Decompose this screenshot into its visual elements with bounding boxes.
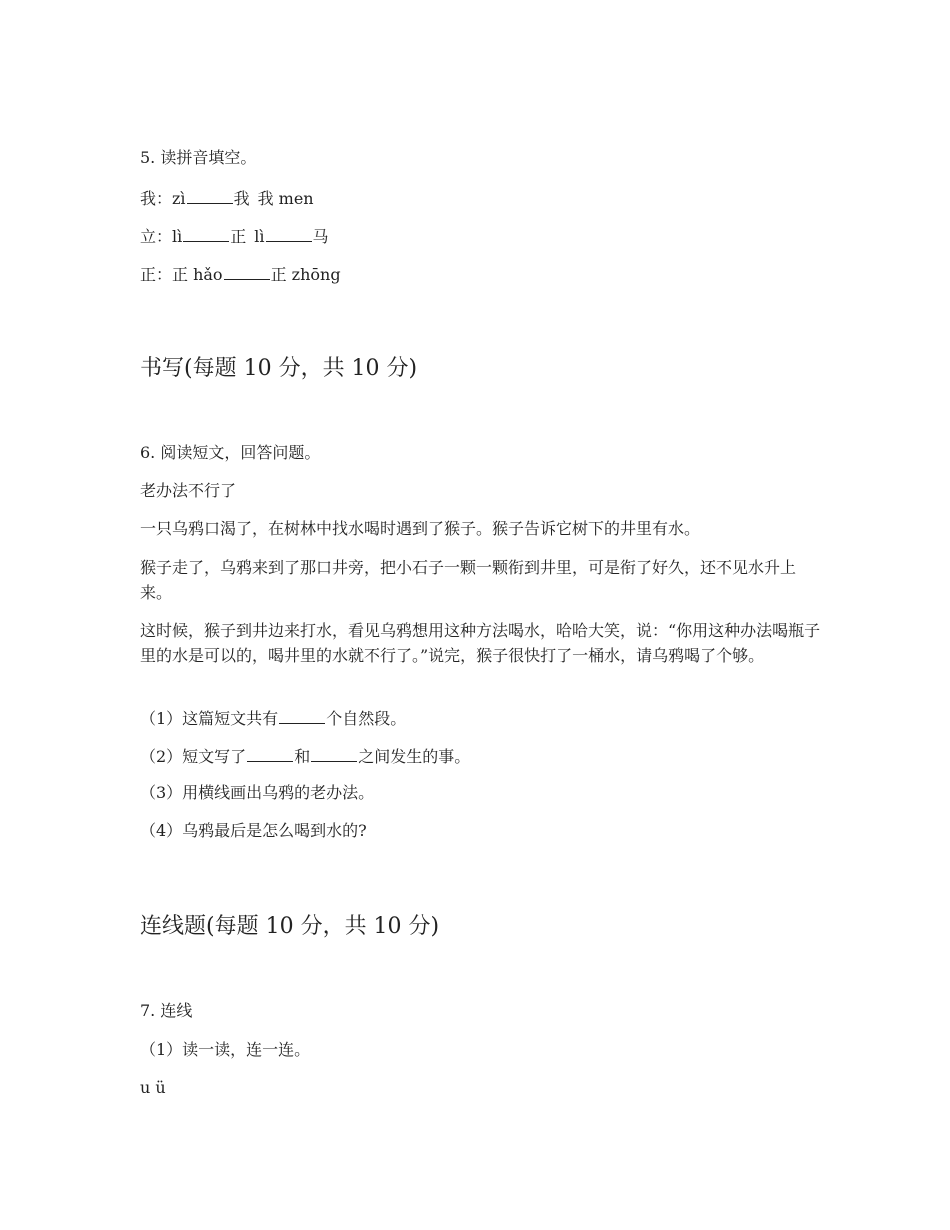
passage-title: 老办法不行了 bbox=[140, 481, 237, 500]
q6-sub-2 bbox=[140, 745, 470, 767]
q7-letters: u ü bbox=[140, 1078, 166, 1097]
q6-sub-1 bbox=[140, 707, 406, 729]
q5-row3-after: 正 zhōng bbox=[270, 265, 341, 284]
q5-row1-after: 我 bbox=[233, 189, 250, 208]
fill-blank[interactable] bbox=[279, 707, 325, 724]
q5-row2-part2: lì bbox=[254, 227, 265, 246]
passage-paragraph-2: 猴子走了，乌鸦来到了那口井旁，把小石子一颗一颗衔到井里，可是衔了好久，还不见水升上来。 bbox=[140, 558, 797, 602]
q5-row-2 bbox=[140, 225, 329, 247]
fill-blank[interactable] bbox=[187, 187, 233, 204]
q6-title: 6. 阅读短文，回答问题。 bbox=[140, 443, 321, 462]
passage-paragraph-3: 这时候，猴子到井边来打水，看见乌鸦想用这种方法喝水，哈哈大笑，说：“你用这种办法喝瓶子里的水是可以的，喝井里的水就不行了。”说完，猴子很快打了一桶水，请乌鸦喝了个够。 bbox=[140, 621, 821, 665]
q6-sub2-before: （2）短文写了 bbox=[140, 747, 247, 766]
fill-blank[interactable] bbox=[311, 745, 357, 762]
fill-blank[interactable] bbox=[183, 225, 229, 242]
q6-sub2-after: 之间发生的事。 bbox=[358, 747, 471, 766]
passage-paragraph-1: 一只乌鸦口渴了，在树林中找水喝时遇到了猴子。猴子告诉它树下的井里有水。 bbox=[140, 519, 701, 538]
section-heading-writing: 书写(每题 10 分，共 10 分) bbox=[140, 356, 418, 381]
q6-sub1-before: （1）这篇短文共有 bbox=[140, 709, 279, 728]
section-heading-matching: 连线题(每题 10 分，共 10 分) bbox=[140, 914, 440, 939]
fill-blank[interactable] bbox=[266, 225, 312, 242]
q5-title: 5. 读拼音填空。 bbox=[140, 148, 257, 167]
fill-blank[interactable] bbox=[224, 263, 270, 280]
fill-blank[interactable] bbox=[247, 745, 293, 762]
q5-row2-after: 正 bbox=[230, 227, 247, 246]
q6-sub-4: （4）乌鸦最后是怎么喝到水的? bbox=[140, 821, 367, 840]
q7-title: 7. 连线 bbox=[140, 1001, 193, 1020]
q5-row2-prefix: 立：lì bbox=[140, 227, 183, 246]
q6-sub-3: （3）用横线画出乌鸦的老办法。 bbox=[140, 783, 375, 802]
q5-row1-part2: 我 men bbox=[257, 189, 314, 208]
q5-row1-prefix: 我：zì bbox=[140, 189, 186, 208]
q5-row-3 bbox=[140, 263, 341, 285]
q6-sub2-mid: 和 bbox=[294, 747, 311, 766]
q6-sub1-after: 个自然段。 bbox=[326, 709, 407, 728]
q5-row3-prefix: 正：正 hǎo bbox=[140, 265, 223, 284]
q7-sub-1: （1）读一读，连一连。 bbox=[140, 1040, 311, 1059]
q5-row2-after2: 马 bbox=[312, 227, 329, 246]
q5-row-1 bbox=[140, 187, 314, 209]
